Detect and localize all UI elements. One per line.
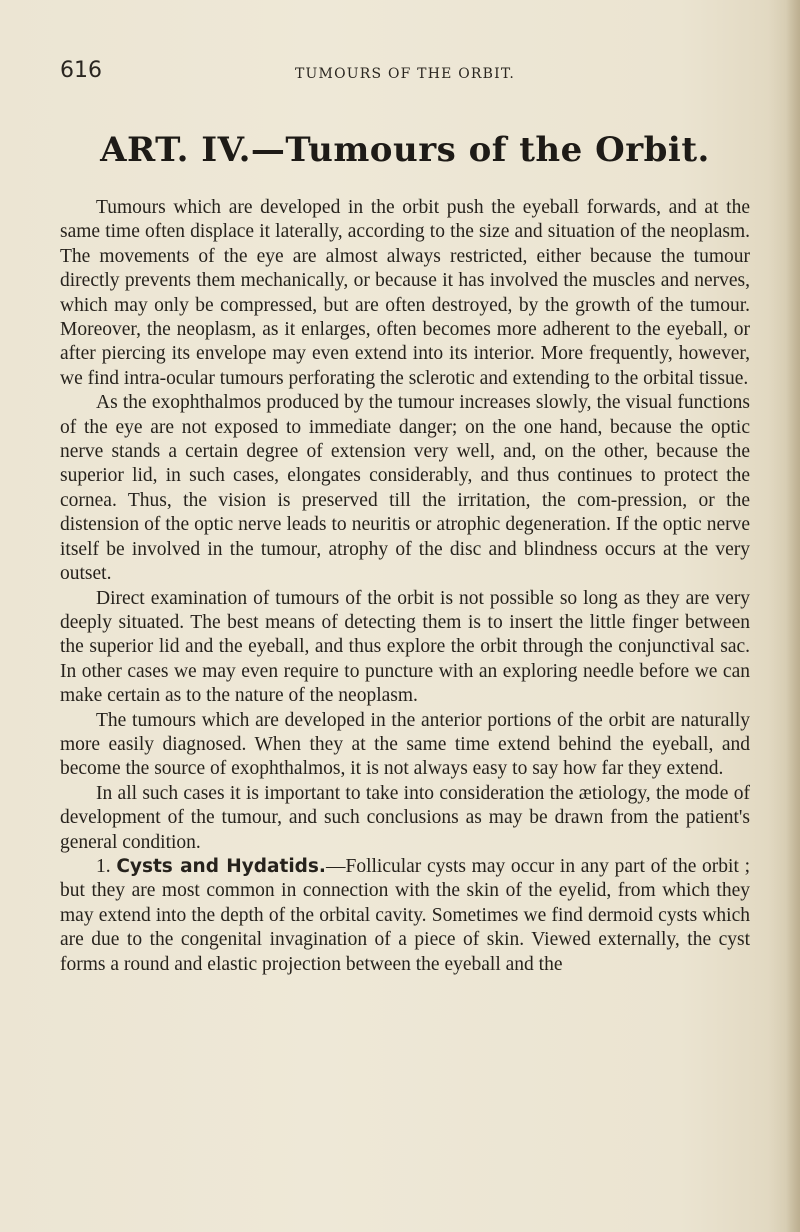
paragraph: The tumours which are developed in the anterior portions of the orbit are naturally more easily diagnosed. When they at the same time extend behind the eyeball, and become the source of exophthalmos, it is not always easy to say how far they extend.	[60, 709, 750, 780]
section-number: 1.	[96, 855, 111, 877]
article-title: ART. IV.—Tumours of the Orbit.	[100, 130, 710, 170]
section-paragraph	[60, 855, 750, 977]
paragraph: As the exophthalmos produced by the tumour increases slowly, the visual functions of the eye are not exposed to immediate danger; on the one hand, because the optic nerve stands a certain degree of extension very well, and, on the other, because the superior lid, in such cases, elongates considerably, and thus continues to protect the cornea. Thus, the vision is preserved till the irritation, the com-pression, or the distension of the optic nerve leads to neuritis or atrophic degeneration. If the optic nerve itself be involved in the tumour, atrophy of the disc and blindness occurs at the very outset.	[60, 392, 750, 585]
paragraph: Tumours which are developed in the orbit push the eyeball forwards, and at the same time often displace it laterally, according to the size and situation of the neoplasm. The movements of the eye are almost always restricted, either because the tumour directly prevents them mechanically, or because it has involved the muscles and nerves, which may only be compressed, but are often destroyed, by the growth of the tumour. Moreover, the neoplasm, as it enlarges, often becomes more adherent to the eyeball, or after piercing its envelope may even extend into its interior. More frequently, however, we find intra-ocular tumours perforating the sclerotic and extending to the orbital tissue.	[60, 197, 750, 389]
section-text: —Follicular cysts may occur in any part of the orbit ; but they are most common in connection with the skin of the eyelid, from which they may extend into the depth of the orbital cavity. Sometimes we find dermoid cysts which are due to the congenital invagination of a piece of skin. Viewed externally, the cyst forms a round and elastic projection between the eyeball and the	[60, 855, 750, 975]
paragraph: Direct examination of tumours of the orbit is not possible so long as they are very deeply situated. The best means of detecting them is to insert the little finger between the superior lid and the eyeball, and thus explore the orbit through the conjunctival sac. In other cases we may even require to puncture with an exploring needle before we can make certain as to the nature of the neoplasm.	[60, 587, 750, 707]
paragraph: In all such cases it is important to take into consideration the ætiology, the mode of development of the tumour, and such conclusions as may be drawn from the patient's general condition.	[60, 782, 750, 853]
section-heading: Cysts and Hydatids.	[116, 855, 326, 877]
running-head: TUMOURS OF THE ORBIT.	[295, 66, 515, 82]
page-number: 616	[60, 58, 102, 83]
page-header	[60, 58, 750, 88]
page-edge-shadow	[786, 0, 800, 1232]
article-body	[60, 196, 750, 977]
